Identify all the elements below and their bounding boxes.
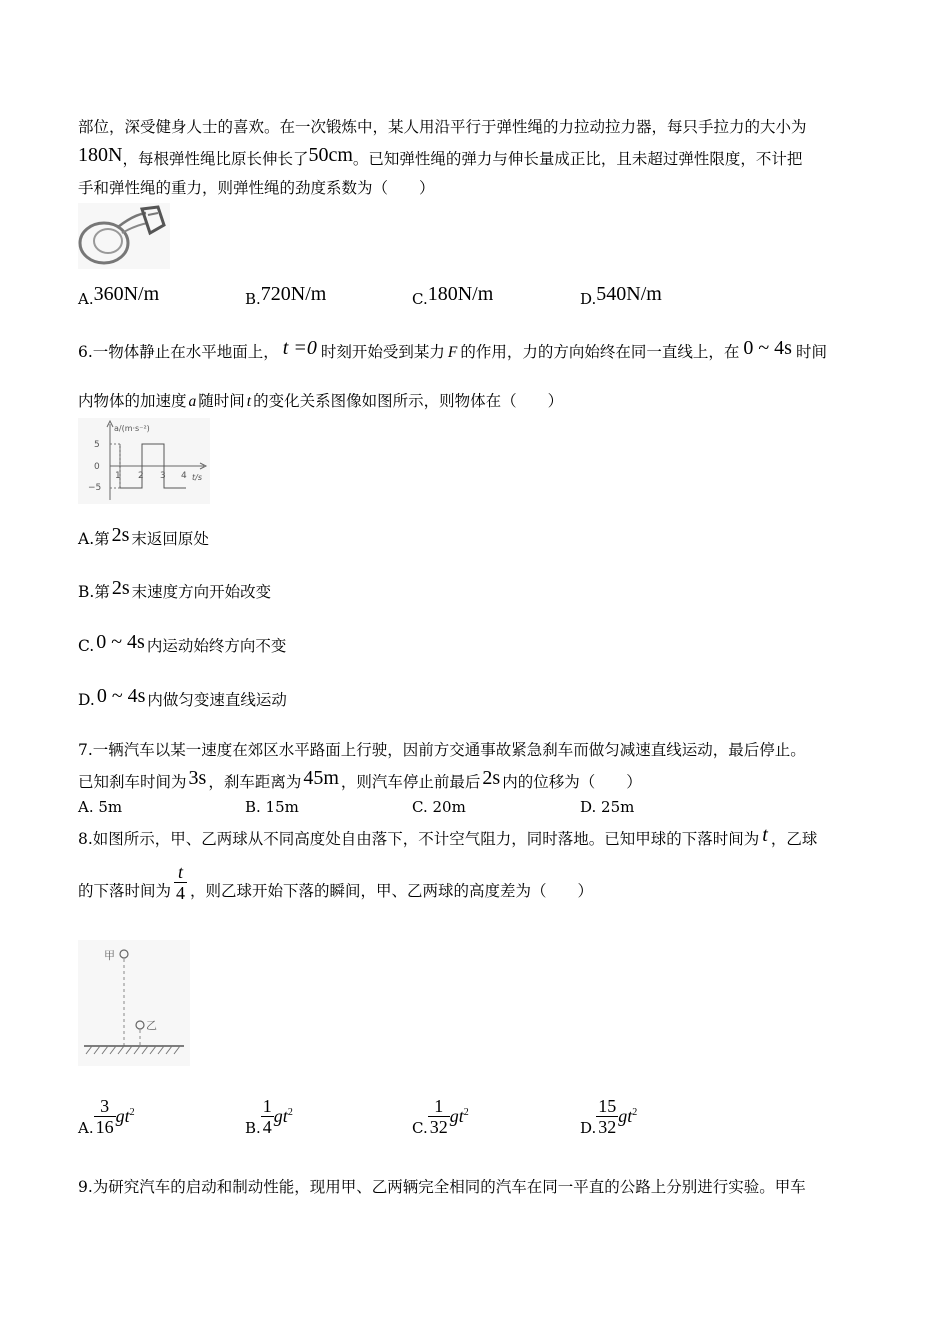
graph-ylabel: a/(m·s⁻²) (114, 424, 150, 433)
q5-option-d[interactable]: D.540N/m (580, 283, 662, 308)
q7-option-b[interactable]: B. 15m (245, 798, 299, 816)
graph-ytick-5: 5 (94, 440, 100, 450)
graph-ytick-0: 0 (94, 462, 100, 472)
graph-xtick-3: 3 (160, 471, 166, 481)
graph-xtick-1: 1 (115, 471, 121, 481)
q5-option-b[interactable]: B.720N/m (245, 283, 327, 308)
q6-line-1: 6.一物体静止在水平地面上， t =0 时刻开始受到某力 F 的作用，力的方向始终在同一直线上，在 0 ~ 4s 时间 (78, 337, 827, 361)
q8-fraction: $\frac{t}{4}$ (176, 862, 186, 903)
q8-option-b[interactable]: B. $\frac{1}{4}$ $gt^2$ (245, 1096, 293, 1137)
ball-yi-label: 乙 (146, 1019, 157, 1032)
q6-option-c[interactable]: C. 0 ~ 4s 内运动始终方向不变 (78, 631, 287, 655)
q6-option-d[interactable]: D. 0 ~ 4s 内做匀变速直线运动 (78, 685, 287, 709)
q7-option-a[interactable]: A. 5m (78, 798, 123, 816)
q5-line-3: 手和弹性绳的重力，则弹性绳的劲度系数为（ ） (78, 179, 435, 197)
falling-balls-figure (78, 940, 190, 1066)
q5-force: 180N (78, 144, 123, 166)
q5-stretch: 50cm (308, 144, 353, 166)
q8-line-2: 的下落时间为 $\frac{t}{4}$ ，则乙球开始下落的瞬间，甲、乙两球的高度差为（ ） (78, 862, 594, 903)
ball-jia-label: 甲 (104, 949, 115, 962)
q6-option-a[interactable]: A.第 2s 末返回原处 (78, 524, 209, 548)
graph-xtick-4: 4 (181, 471, 187, 481)
q5-line-1: 部位，深受健身人士的喜欢。在一次锻炼中，某人用沿平行于弹性绳的力拉动拉力器，每只手拉力的大小为 (78, 118, 807, 136)
q7-option-c[interactable]: C. 20m (412, 798, 466, 816)
graph-ytick-neg5: −5 (88, 483, 102, 493)
chest-expander-image (78, 203, 170, 269)
q6-option-b[interactable]: B.第 2s 末速度方向开始改变 (78, 577, 272, 601)
q8-option-d[interactable]: D. $\frac{15}{32}$ $gt^2$ (580, 1096, 638, 1137)
q6-range: 0 ~ 4s (743, 337, 792, 359)
q6-line-2: 内物体的加速度 a 随时间 t 的变化关系图像如图所示，则物体在（ ） (78, 392, 564, 410)
q7-line-1: 7.一辆汽车以某一速度在郊区水平路面上行驶，因前方交通事故紧急刹车而做匀减速直线运动，最后停止。 (78, 741, 806, 759)
acceleration-time-graph (78, 418, 210, 504)
q5-option-c[interactable]: C.180N/m (412, 283, 494, 308)
graph-xlabel: t/s (192, 473, 202, 482)
q8-option-c[interactable]: C. $\frac{1}{32}$ $gt^2$ (412, 1096, 469, 1137)
q6-t0: t =0 (282, 337, 317, 359)
q8-line-1: 8.如图所示，甲、乙两球从不同高度处自由落下，不计空气阻力，同时落地。已知甲球的下落时间为 t ，乙球 (78, 824, 818, 848)
q7-line-2: 已知刹车时间为 3s ，刹车距离为 45m ，则汽车停止前最后 2s 内的位移为（ ） (78, 767, 642, 791)
q8-option-a[interactable]: A. $\frac{3}{16}$ $gt^2$ (78, 1096, 135, 1137)
q5-option-a[interactable]: A.360N/m (78, 283, 160, 308)
q7-option-d[interactable]: D. 25m (580, 798, 635, 816)
q9-line-1: 9.为研究汽车的启动和制动性能，现用甲、乙两辆完全相同的汽车在同一平直的公路上分别进行实验。甲车 (78, 1178, 806, 1196)
q5-line-2: 180N，每根弹性绳比原长伸长了50cm。已知弹性绳的弹力与伸长量成正比，且未超过弹性限度，不计把 (78, 144, 803, 168)
graph-xtick-2: 2 (138, 471, 144, 481)
